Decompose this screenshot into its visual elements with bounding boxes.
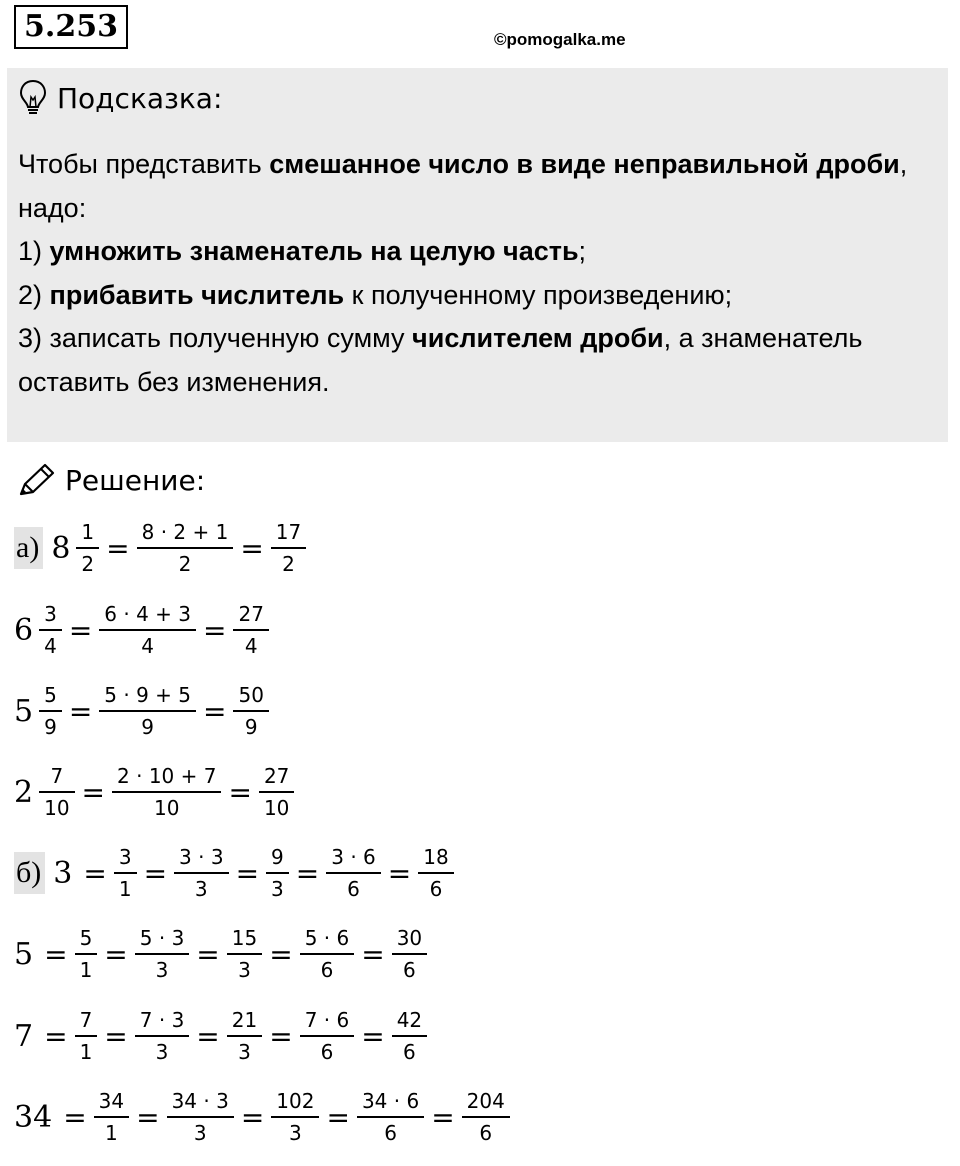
denominator: 6 (418, 872, 453, 901)
numerator: 7 (50, 764, 64, 788)
numerator: 1 (81, 520, 95, 544)
hint-body (18, 143, 933, 404)
numerator: 34 (98, 1089, 125, 1113)
integer-part: 2 (14, 774, 34, 810)
step-2-bold: прибавить числитель (49, 279, 345, 310)
numerator: 5 (79, 926, 93, 950)
hint-step-2 (18, 274, 933, 318)
solution-line (14, 602, 273, 658)
denominator: 3 (227, 1035, 262, 1064)
denominator: 1 (75, 1035, 98, 1064)
numerator: 3 · 3 (179, 845, 224, 869)
equals-sign: = (106, 531, 130, 565)
denominator: 3 (174, 872, 229, 901)
hint-intro-end: , надо: (18, 149, 908, 223)
numerator: 204 (466, 1089, 505, 1113)
denominator: 6 (392, 953, 427, 982)
solution-line (14, 683, 273, 739)
fraction (462, 1089, 510, 1145)
fraction (259, 764, 294, 820)
fraction (75, 926, 98, 982)
denominator: 2 (76, 547, 99, 576)
equals-sign: = (240, 531, 264, 565)
numerator: 3 (44, 602, 57, 626)
step-1-number: 1) (18, 236, 50, 266)
denominator: 9 (99, 710, 196, 739)
denominator: 4 (39, 629, 62, 658)
equals-sign: = (44, 1019, 68, 1053)
fraction (99, 683, 196, 739)
fraction (174, 845, 229, 901)
hint-intro-text: Чтобы представить (18, 149, 270, 179)
equals-sign: = (361, 1019, 385, 1053)
numerator: 7 · 3 (139, 1008, 185, 1032)
denominator: 2 (271, 547, 306, 576)
fraction (357, 1089, 424, 1145)
integer-part: 34 (14, 1099, 53, 1135)
equals-sign: = (196, 1019, 220, 1053)
numerator: 34 · 3 (171, 1089, 229, 1113)
numerator: 5 · 3 (139, 926, 185, 950)
equals-sign: = (63, 1100, 87, 1134)
equals-sign: = (228, 775, 252, 809)
step-2-end: к полученному произведению; (344, 279, 733, 310)
fraction (39, 602, 62, 658)
task-number: 5.253 (14, 5, 128, 49)
numerator: 7 · 6 (304, 1008, 350, 1032)
denominator: 4 (99, 629, 196, 658)
hint-intro (18, 143, 933, 230)
equals-sign: = (295, 856, 320, 890)
denominator: 1 (114, 872, 137, 901)
numerator: 102 (276, 1089, 315, 1113)
denominator: 10 (112, 791, 221, 820)
fraction (233, 683, 268, 739)
numerator: 18 (423, 845, 449, 869)
numerator: 15 (231, 926, 258, 950)
numerator: 27 (263, 764, 290, 788)
equals-sign: = (326, 1100, 350, 1134)
equals-sign: = (143, 856, 168, 890)
numerator: 9 (271, 845, 284, 869)
numerator: 34 · 6 (361, 1089, 420, 1113)
hint-step-3 (18, 317, 933, 404)
numerator: 3 · 6 (331, 845, 376, 869)
denominator: 2 (137, 547, 234, 576)
numerator: 6 · 4 + 3 (104, 602, 192, 626)
solution-line (14, 1089, 514, 1145)
denominator: 6 (326, 872, 381, 901)
fraction (300, 1008, 355, 1064)
fraction (99, 602, 196, 658)
pencil-icon (17, 462, 57, 498)
solution-header (17, 460, 205, 500)
fraction (392, 926, 427, 982)
equals-sign: = (203, 613, 227, 647)
numerator: 5 · 9 + 5 (104, 683, 192, 707)
denominator: 1 (75, 953, 98, 982)
watermark: ©pomogalka.me (494, 30, 626, 49)
numerator: 17 (275, 520, 302, 544)
fraction (76, 520, 99, 576)
fraction (266, 845, 289, 901)
step-3-start: 3) записать полученную сумму (18, 323, 413, 353)
lightbulb-icon (19, 79, 47, 117)
denominator: 6 (357, 1116, 424, 1145)
numerator: 21 (231, 1008, 258, 1032)
denominator: 10 (259, 791, 294, 820)
fraction (271, 1089, 319, 1145)
denominator: 6 (392, 1035, 427, 1064)
hint-header (19, 78, 222, 118)
integer-part: 3 (53, 855, 73, 891)
denominator: 4 (233, 629, 268, 658)
integer-part: 8 (51, 530, 71, 566)
step-1-end: ; (578, 236, 587, 266)
fraction (392, 1008, 427, 1064)
fraction (39, 683, 62, 739)
equals-sign: = (68, 694, 93, 728)
equals-sign: = (68, 613, 93, 647)
denominator: 3 (135, 1035, 190, 1064)
fraction (167, 1089, 234, 1145)
part-label: б) (14, 852, 45, 894)
solution-line (14, 764, 298, 820)
denominator: 9 (233, 710, 268, 739)
numerator: 5 · 6 (304, 926, 350, 950)
fraction (39, 764, 74, 820)
equals-sign: = (44, 937, 68, 971)
denominator: 6 (300, 1035, 355, 1064)
equals-sign: = (431, 1100, 455, 1134)
step-3-bold: числителем дроби (412, 323, 664, 353)
fraction (418, 845, 453, 901)
solution-line (14, 1008, 431, 1064)
denominator: 3 (266, 872, 289, 901)
fraction (94, 1089, 129, 1145)
step-1-bold: умножить знаменатель на целую часть (49, 236, 579, 266)
solution-line (14, 520, 310, 576)
numerator: 8 · 2 + 1 (141, 520, 229, 544)
denominator: 1 (94, 1116, 129, 1145)
equals-sign: = (81, 775, 106, 809)
fraction (135, 926, 190, 982)
numerator: 27 (238, 602, 264, 626)
numerator: 42 (396, 1008, 423, 1032)
integer-part: 6 (14, 612, 34, 648)
equals-sign: = (104, 937, 128, 971)
integer-part: 5 (14, 693, 34, 729)
denominator: 3 (271, 1116, 319, 1145)
fraction (271, 520, 306, 576)
numerator: 30 (396, 926, 423, 950)
equals-sign: = (235, 856, 260, 890)
hint-title: Подсказка: (57, 81, 223, 115)
fraction (233, 602, 268, 658)
denominator: 9 (39, 710, 62, 739)
numerator: 7 (79, 1008, 93, 1032)
equals-sign: = (269, 1019, 293, 1053)
denominator: 3 (167, 1116, 234, 1145)
equals-sign: = (361, 937, 385, 971)
integer-part: 7 (14, 1018, 34, 1054)
equals-sign: = (203, 694, 227, 728)
hint-step-1 (18, 230, 933, 274)
equals-sign: = (196, 937, 220, 971)
equals-sign: = (387, 856, 412, 890)
denominator: 3 (227, 953, 262, 982)
fraction (300, 926, 355, 982)
fraction (227, 1008, 262, 1064)
denominator: 6 (300, 953, 355, 982)
numerator: 3 (118, 845, 132, 869)
numerator: 2 · 10 + 7 (117, 764, 217, 788)
denominator: 6 (462, 1116, 510, 1145)
fraction (112, 764, 221, 820)
step-3-end: , а знаменатель оставить без изменения. (18, 323, 863, 397)
step-2-number: 2) (18, 279, 50, 310)
solution-line (14, 845, 458, 901)
denominator: 10 (39, 791, 74, 820)
denominator: 3 (135, 953, 190, 982)
equals-sign: = (240, 1100, 265, 1134)
fraction (326, 845, 381, 901)
part-label: а) (14, 527, 43, 569)
fraction (114, 845, 137, 901)
solution-line (14, 926, 431, 982)
fraction (135, 1008, 190, 1064)
hint-intro-bold: смешанное число в виде неправильной дроби (269, 149, 900, 179)
solution-title: Решение: (65, 463, 206, 497)
equals-sign: = (269, 937, 293, 971)
equals-sign: = (136, 1100, 160, 1134)
fraction (75, 1008, 98, 1064)
equals-sign: = (83, 856, 107, 890)
integer-part: 5 (14, 936, 34, 972)
numerator: 50 (238, 683, 264, 707)
numerator: 5 (44, 683, 57, 707)
fraction (227, 926, 262, 982)
hint-box (7, 68, 948, 442)
fraction (137, 520, 234, 576)
equals-sign: = (104, 1019, 128, 1053)
